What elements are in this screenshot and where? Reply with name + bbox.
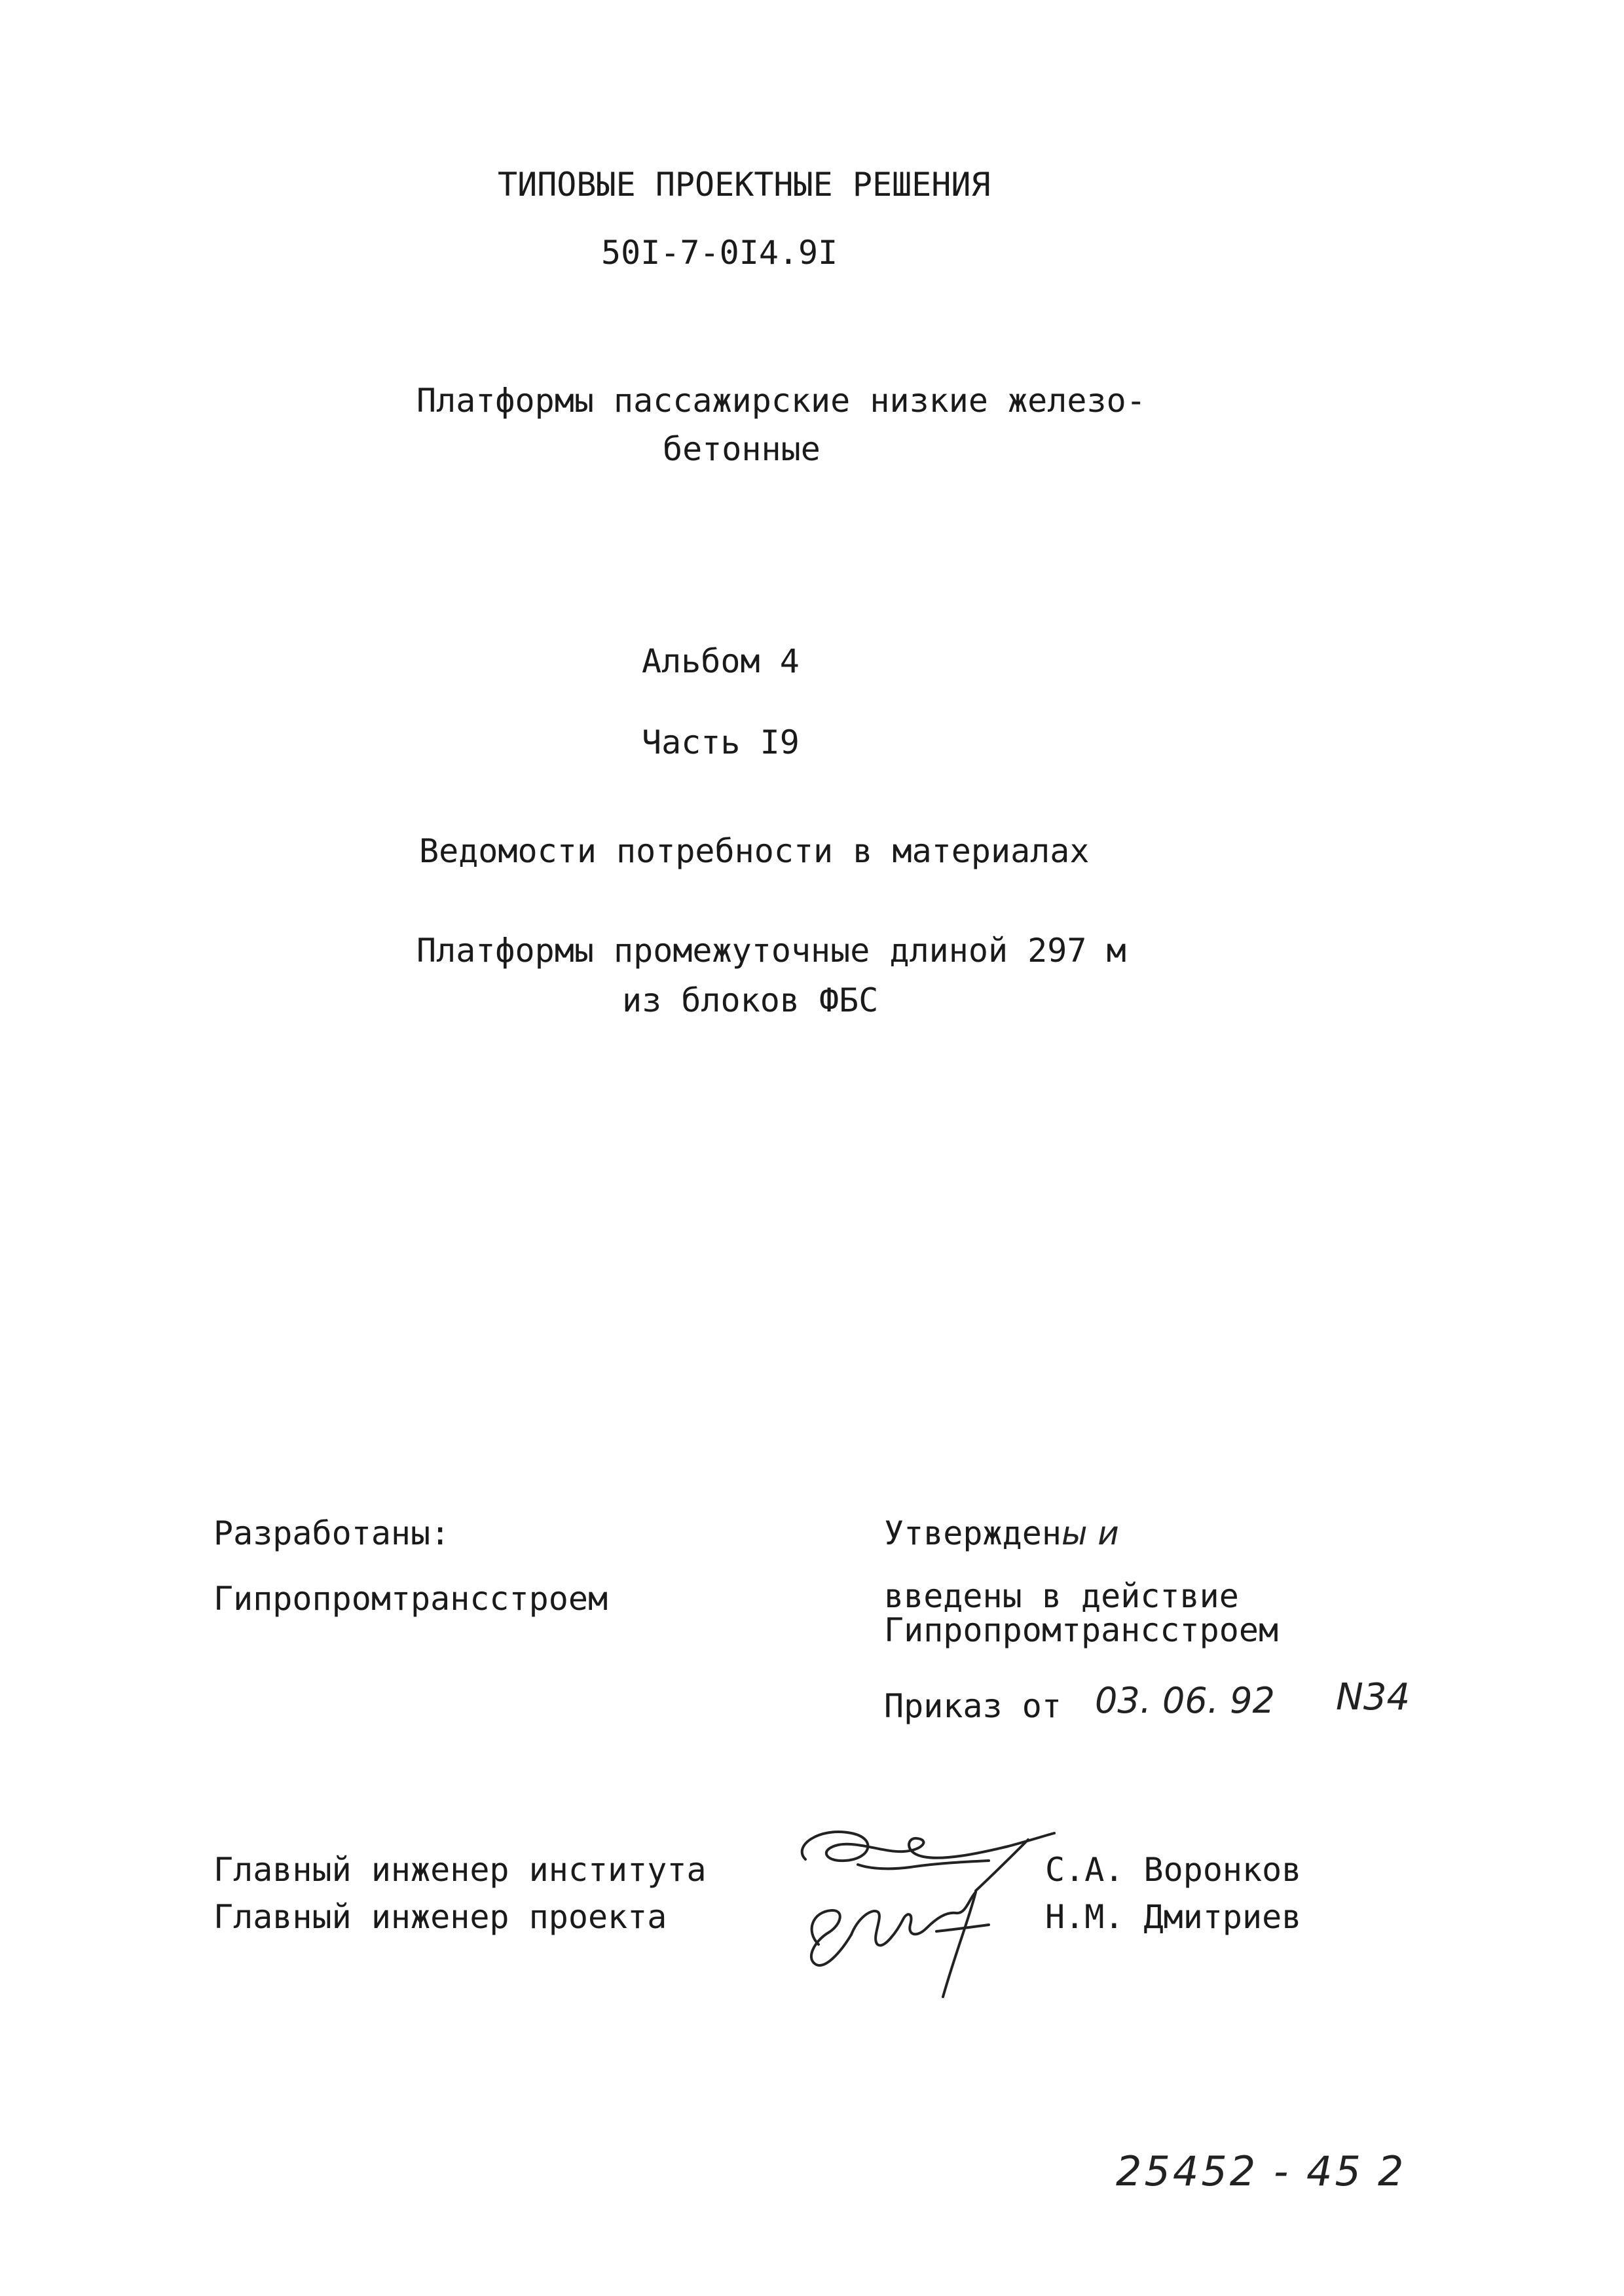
page-number: 2 [1378,2147,1404,2195]
signature-2-icon [779,1872,1028,2003]
approved-line-3: Гипропромтрансстроем [884,1611,1279,1649]
developed-by: Гипропромтрансстроем [213,1580,608,1618]
approved-label [884,1514,1119,1553]
approved-line-2: введены в действие [884,1577,1239,1615]
subject-title: Ведомости потребности в материалах [419,832,1090,870]
title-line-2: бетонные [663,430,821,468]
developed-label: Разработаны: [213,1514,451,1552]
order-number: N34 [1336,1676,1411,1719]
approved-label-typed: Утвержден [884,1514,1061,1552]
order-date: 03. 06. 92 [1095,1680,1275,1721]
description-line-2: из блоков ФБС [622,981,879,1019]
album-label: Альбом 4 [642,642,800,680]
inventory-number: 25452 - 45 [1116,2147,1363,2195]
signatory-name-1: С.А. Воронков [1045,1851,1302,1889]
signatory-role-1: Главный инженер института [213,1851,707,1889]
signatory-name-2: Н.М. Дмитриев [1045,1898,1302,1936]
series-title: ТИПОВЫЕ ПРОЕКТНЫЕ РЕШЕНИЯ [498,166,991,204]
title-line-1: Платформы пассажирские низкие железо- [416,382,1146,420]
description-line-1: Платформы промежуточные длиной 297 м [416,932,1126,970]
approved-label-handwritten: ы и [1061,1514,1119,1552]
part-label: Часть I9 [642,723,800,761]
signatory-role-2: Главный инженер проекта [213,1898,667,1936]
document-code: 50I-7-0I4.9I [601,234,838,272]
order-label: Приказ от [884,1687,1061,1725]
